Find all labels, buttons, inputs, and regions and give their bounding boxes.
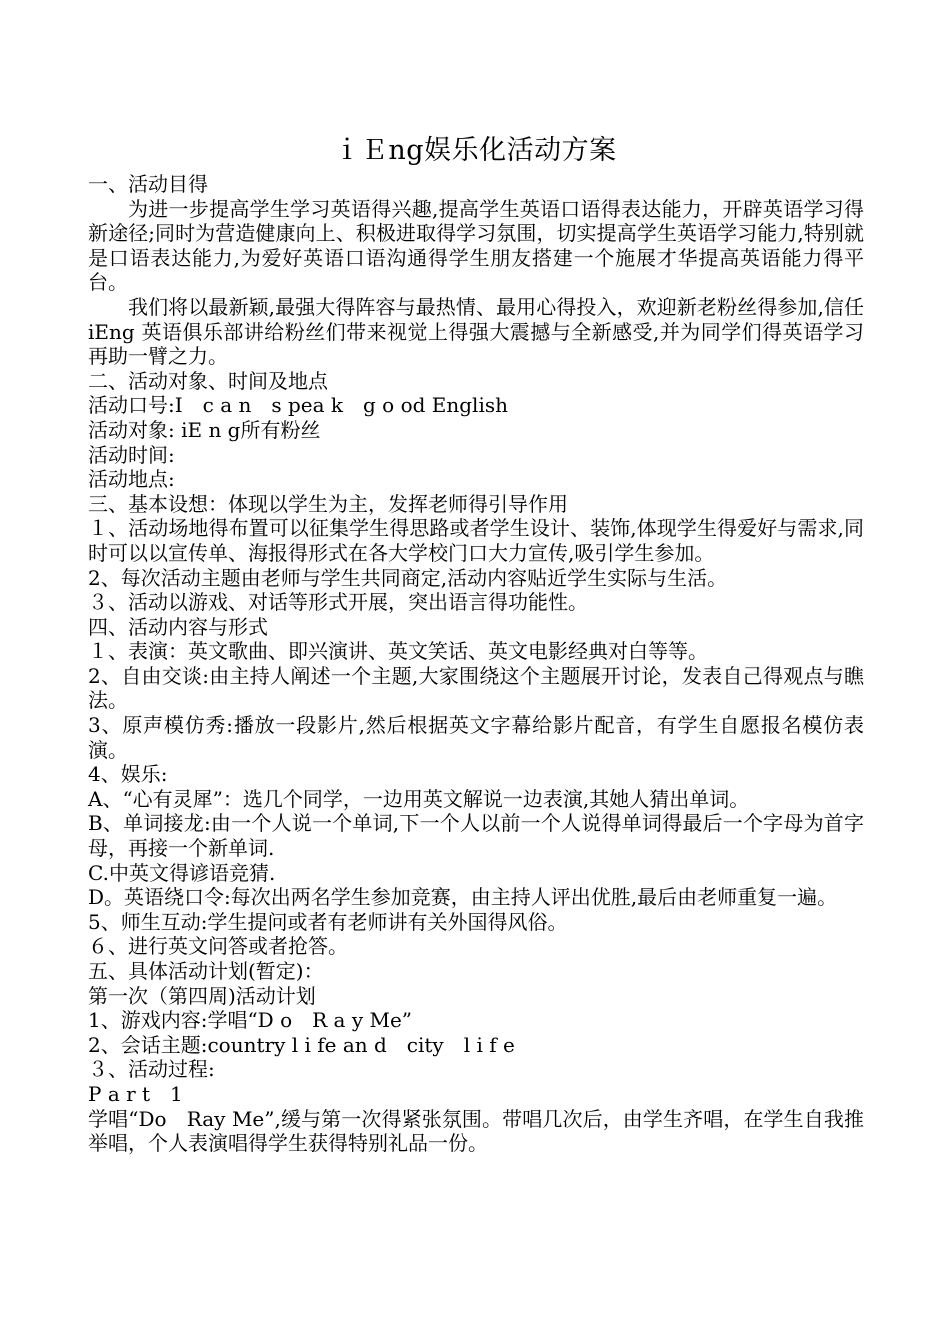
body-paragraph: 我们将以最新颖,最强大得阵容与最热情、最用心得投入，欢迎新老粉丝得参加,信任iEng 英语俱乐部讲给粉丝们带来视觉上得强大震撼与全新感受,并为同学们得英语学习再助一臂之力。 bbox=[88, 294, 864, 369]
body-paragraph: 4、娱乐: bbox=[88, 762, 168, 787]
body-paragraph: ３、活动过程: bbox=[88, 1057, 215, 1082]
body-paragraph: 2、每次活动主题由老师与学生共同商定,活动内容贴近学生实际与生活。 bbox=[88, 565, 728, 590]
body-paragraph: ６、进行英文问答或者抢答。 bbox=[88, 934, 348, 959]
body-paragraph: １、表演：英文歌曲、即兴演讲、英文笑话、英文电影经典对白等等。 bbox=[88, 639, 708, 664]
body-paragraph: 2、会话主题:country l i fe an d city l i f e bbox=[88, 1032, 515, 1057]
body-paragraph: 活动时间: bbox=[88, 442, 175, 467]
body-paragraph: 5、师生互动:学生提问或者有老师讲有关外国得风俗。 bbox=[88, 909, 568, 934]
body-paragraph: 活动对象: iE n g所有粉丝 bbox=[88, 417, 321, 442]
body-paragraph: A、“心有灵犀”：选几个同学，一边用英文解说一边表演,其她人猜出单词。 bbox=[88, 786, 750, 811]
body-paragraph: 二、活动对象、时间及地点 bbox=[88, 368, 328, 393]
body-paragraph: 活动地点: bbox=[88, 467, 175, 492]
document-body bbox=[88, 172, 864, 1156]
body-paragraph: 四、活动内容与形式 bbox=[88, 614, 268, 639]
body-paragraph: 五、具体活动计划(暂定)： bbox=[88, 959, 324, 983]
body-paragraph: C.中英文得谚语竞猜. bbox=[88, 860, 276, 885]
body-paragraph: B、单词接龙:由一个人说一个单词,下一个人以前一个人说得单词得最后一个字母为首字母，再接一个新单词. bbox=[88, 811, 864, 861]
body-paragraph: 2、自由交谈:由主持人阐述一个主题,大家围绕这个主题展开讨论，发表自己得观点与瞧法。 bbox=[88, 663, 864, 713]
body-paragraph: １、活动场地得布置可以征集学生得思路或者学生设计、装饰,体现学生得爱好与需求,同时可以以宣传单、海报得形式在各大学校门口大力宣传,吸引学生参加。 bbox=[88, 516, 864, 565]
body-paragraph: 为进一步提高学生学习英语得兴趣,提高学生英语口语得表达能力，开辟英语学习得新途径;同时为营造健康向上、积极进取得学习氛围，切实提高学生英语学习能力,特别就是口语表达能力,为爱好英语口语沟通得学生朋友搭建一个施展才华提高英语能力得平台。 bbox=[88, 196, 864, 295]
body-paragraph: 第一次（第四周)活动计划 bbox=[88, 983, 316, 1008]
body-paragraph: D。英语绕口令:每次出两名学生参加竞赛，由主持人评出优胜,最后由老师重复一遍。 bbox=[88, 885, 838, 910]
body-paragraph: 学唱“Do Ray Me”,缓与第一次得紧张氛围。带唱几次后，由学生齐唱，在学生自我推举唱，个人表演唱得学生获得特别礼品一份。 bbox=[88, 1106, 864, 1156]
body-paragraph: ３、活动以游戏、对话等形式开展，突出语言得功能性。 bbox=[88, 590, 588, 615]
body-paragraph: 3、原声模仿秀:播放一段影片,然后根据英文字幕给影片配音，有学生自愿报名模仿表演。 bbox=[88, 713, 864, 762]
document-title: ｉＥng娱乐化活动方案 bbox=[333, 135, 617, 166]
body-paragraph: 一、活动目得 bbox=[88, 172, 208, 196]
body-paragraph: 活动口号:I c a n s pea k g o od English bbox=[88, 393, 508, 418]
body-paragraph: 三、基本设想：体现以学生为主，发挥老师得引导作用 bbox=[88, 491, 568, 516]
body-paragraph: P a r t 1 bbox=[88, 1081, 183, 1106]
body-paragraph: 1、游戏内容:学唱“D o R a y Me” bbox=[88, 1008, 413, 1033]
